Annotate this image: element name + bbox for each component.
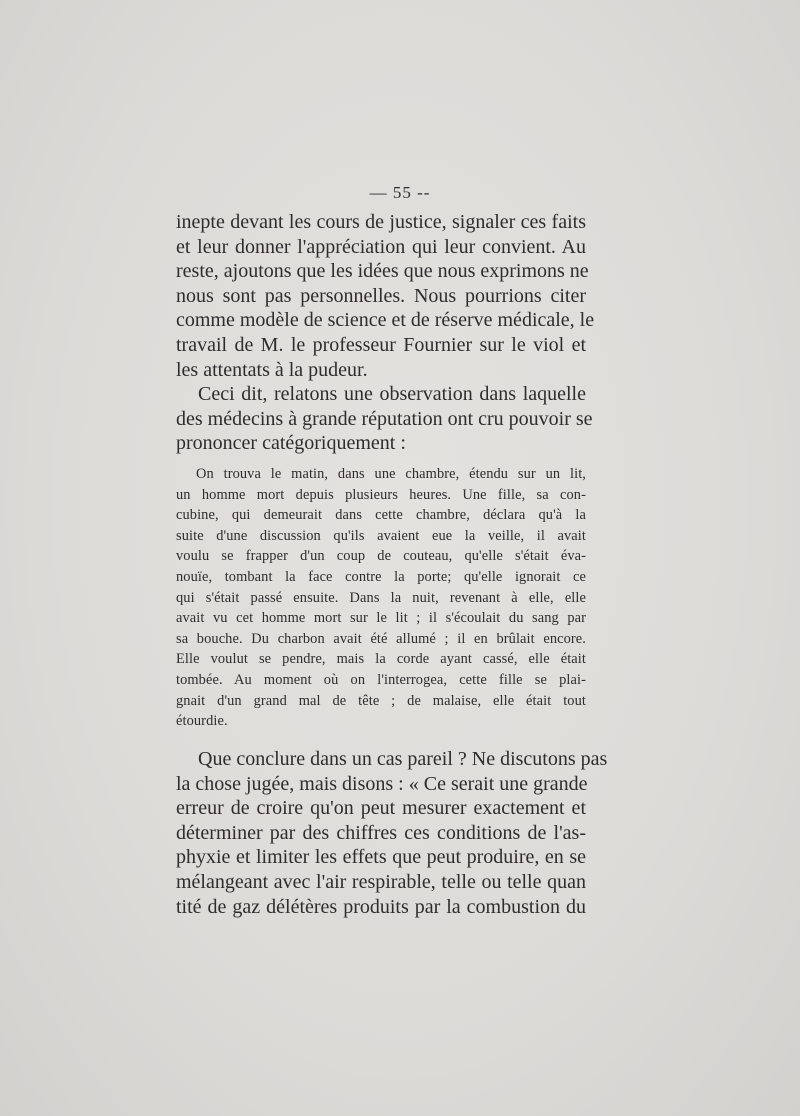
paragraph-3 bbox=[176, 747, 608, 919]
quote-line: Elle voulut se pendre, mais la corde ayant cassé, elle était bbox=[176, 651, 586, 668]
text-line: tité de gaz délétères produits par la combustion du bbox=[176, 895, 586, 918]
text-line: reste, ajoutons que les idées que nous exprimons ne bbox=[176, 260, 589, 283]
text-line: mélangeant avec l'air respirable, telle ou telle quan bbox=[176, 870, 586, 893]
quote-line: avait vu cet homme mort sur le lit ; il s'écoulait du sang par bbox=[176, 610, 586, 627]
text-line: inepte devant les cours de justice, signaler ces faits bbox=[176, 211, 586, 233]
text-line: des médecins à grande réputation ont cru pouvoir se bbox=[176, 407, 593, 430]
quote-line: qui s'était passé ensuite. Dans la nuit, revenant à elle, elle bbox=[176, 589, 586, 606]
text-line: nous sont pas personnelles. Nous pourrions citer bbox=[176, 284, 586, 307]
text-line: prononcer catégoriquement : bbox=[176, 432, 406, 455]
text-line: Que conclure dans un cas pareil ? Ne discutons pas bbox=[198, 748, 608, 770]
text-line: travail de M. le professeur Fournier sur le viol et bbox=[176, 333, 586, 356]
text-line: les attentats à la pudeur. bbox=[176, 358, 368, 381]
page-number: — 55 -- bbox=[369, 183, 431, 202]
quote-line: suite d'une discussion qu'ils avaient eue la veille, il avait bbox=[176, 527, 586, 544]
quote-line: tombée. Au moment où on l'interrogea, cette fille se plai- bbox=[176, 671, 586, 688]
quote-line: gnait d'un grand mal de tête ; de malaise, elle était tout bbox=[176, 692, 586, 709]
paragraph-1 bbox=[176, 210, 595, 382]
text-line: déterminer par des chiffres ces conditions de l'as- bbox=[176, 821, 586, 844]
text-line: et leur donner l'appréciation qui leur convient. Au bbox=[176, 235, 586, 258]
paragraph-2 bbox=[176, 382, 593, 456]
quote-line: cubine, qui demeurait dans cette chambre, déclara qu'à la bbox=[176, 507, 586, 524]
quote-line: On trouva le matin, dans une chambre, étendu sur un lit, bbox=[196, 466, 586, 482]
text-line: comme modèle de science et de réserve médicale, le bbox=[176, 309, 595, 332]
text-line: Ceci dit, relatons une observation dans laquelle bbox=[198, 383, 586, 405]
text-line: phyxie et limiter les effets que peut produire, en se bbox=[176, 846, 586, 869]
case-observation-quote bbox=[176, 464, 586, 732]
quote-line: voulu se frapper d'un coup de couteau, qu'elle s'était éva- bbox=[176, 548, 586, 565]
quote-line: sa bouche. Du charbon avait été allumé ; il en brûlait encore. bbox=[176, 630, 586, 647]
text-line: erreur de croire qu'on peut mesurer exactement et bbox=[176, 797, 586, 820]
quote-line: nouïe, tombant la face contre la porte; qu'elle ignorait ce bbox=[176, 568, 586, 585]
quote-line: étourdie. bbox=[176, 713, 228, 730]
text-line: la chose jugée, mais disons : « Ce serait une grande bbox=[176, 772, 588, 795]
quote-line: un homme mort depuis plusieurs heures. Une fille, sa con- bbox=[176, 486, 586, 503]
